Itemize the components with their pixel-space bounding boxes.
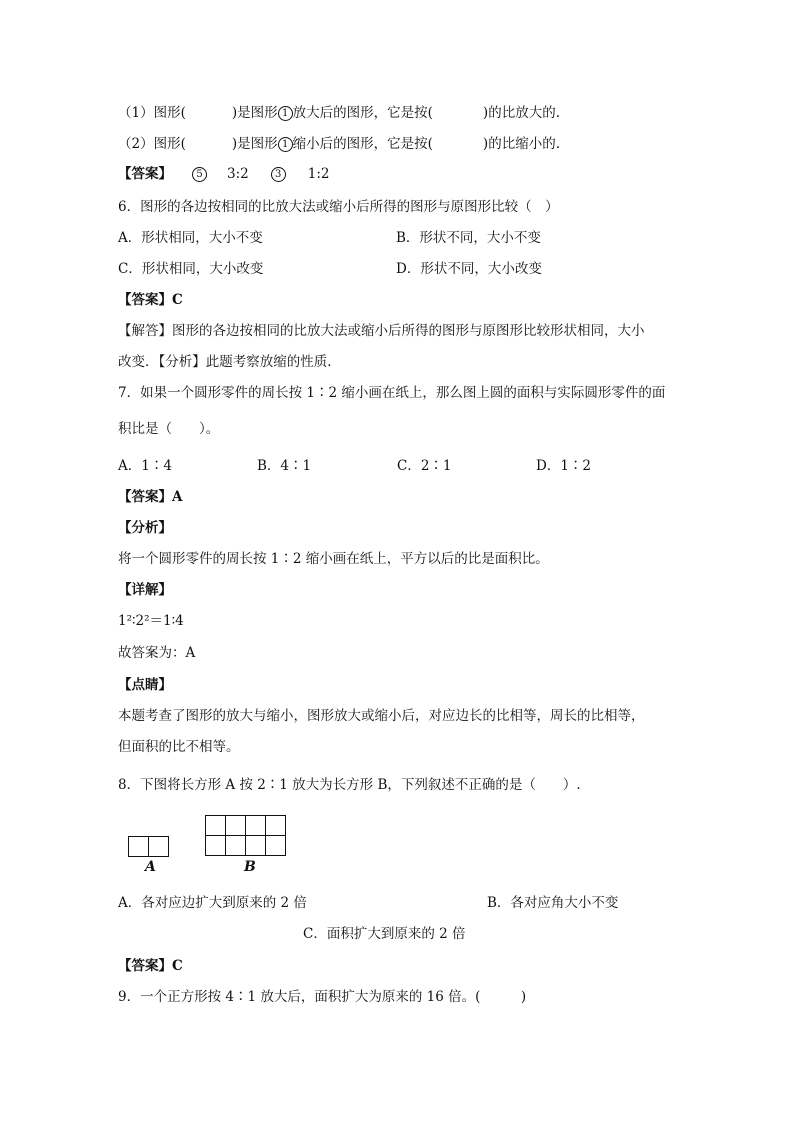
q8-option-b: B．各对应角大小不变 bbox=[487, 895, 619, 911]
circled-number-icon: 1 bbox=[278, 137, 293, 152]
q7-result: 故答案为：A bbox=[118, 645, 196, 661]
q7-tip-1: 本题考查了图形的放大与缩小，图形放大或缩小后，对应边长的比相等，周长的比相等， bbox=[118, 708, 645, 724]
q8-option-a: A．各对应边扩大到原来的 2 倍 bbox=[118, 895, 307, 911]
rectangle-b-label: B bbox=[244, 859, 256, 875]
q7-detail-label: 【详解】 bbox=[118, 582, 172, 598]
q6-option-a: A．形状相同，大小不变 bbox=[118, 230, 263, 246]
q7-tip-2: 但面积的比不相等。 bbox=[118, 739, 240, 755]
q6-option-d: D．形状不同，大小改变 bbox=[396, 261, 542, 277]
q7-answer: 【答案】A bbox=[118, 489, 183, 505]
rectangle-b-figure bbox=[205, 815, 286, 856]
answer-circled-5: 5 bbox=[192, 167, 207, 182]
answer-circled-3: 3 bbox=[271, 167, 286, 182]
q5-answer: 【答案】 5 3:2 3 1:2 bbox=[118, 166, 330, 182]
q6-explanation-1: 【解答】图形的各边按相同的比放大法或缩小后所得的图形与原图形比较形状相同，大小 bbox=[118, 323, 645, 339]
q5-line-1: （1）图形( )是图形 1 放大后的图形，它是按( )的比放大的. bbox=[118, 105, 560, 121]
rectangle-a-figure bbox=[128, 836, 169, 857]
q7-analysis-label: 【分析】 bbox=[118, 520, 172, 536]
q6-stem: 6．图形的各边按相同的比放大法或缩小后所得的图形与原图形比较（ ） bbox=[118, 199, 559, 215]
q5-line-2: （2）图形( )是图形 1 缩小后的图形，它是按( )的比缩小的. bbox=[118, 136, 560, 152]
q7-stem-1: 7．如果一个圆形零件的周长按 1∶2 缩小画在纸上，那么图上圆的面积与实际圆形零件的面 bbox=[118, 385, 666, 401]
q7-analysis: 将一个圆形零件的周长按 1∶2 缩小画在纸上，平方以后的比是面积比。 bbox=[118, 551, 549, 567]
q7-option-d: D．1∶2 bbox=[536, 458, 592, 474]
q8-answer: 【答案】C bbox=[118, 958, 183, 974]
q8-stem: 8．下图将长方形 A 按 2∶1 放大为长方形 B，下列叙述不正确的是（ ）. bbox=[118, 777, 581, 793]
q6-option-b: B．形状不同，大小不变 bbox=[396, 230, 541, 246]
q6-answer: 【答案】C bbox=[118, 292, 183, 308]
q7-option-a: A．1∶4 bbox=[118, 458, 172, 474]
q7-formula: 1²∶2²＝1∶4 bbox=[118, 613, 184, 629]
q7-option-c: C．2∶1 bbox=[397, 458, 452, 474]
q8-option-c: C．面积扩大到原来的 2 倍 bbox=[303, 926, 466, 942]
q7-option-b: B．4∶1 bbox=[257, 458, 312, 474]
rectangle-a-label: A bbox=[145, 859, 156, 875]
circled-number-icon: 1 bbox=[278, 106, 293, 121]
q9-stem: 9．一个正方形按 4∶1 放大后，面积扩大为原来的 16 倍。( ) bbox=[118, 989, 527, 1005]
q6-option-c: C．形状相同，大小改变 bbox=[118, 261, 264, 277]
q7-tip-label: 【点睛】 bbox=[118, 677, 172, 693]
q6-explanation-2: 改变．【分析】此题考察放缩的性质． bbox=[118, 354, 341, 370]
q7-stem-2: 积比是（ ）。 bbox=[118, 421, 220, 437]
